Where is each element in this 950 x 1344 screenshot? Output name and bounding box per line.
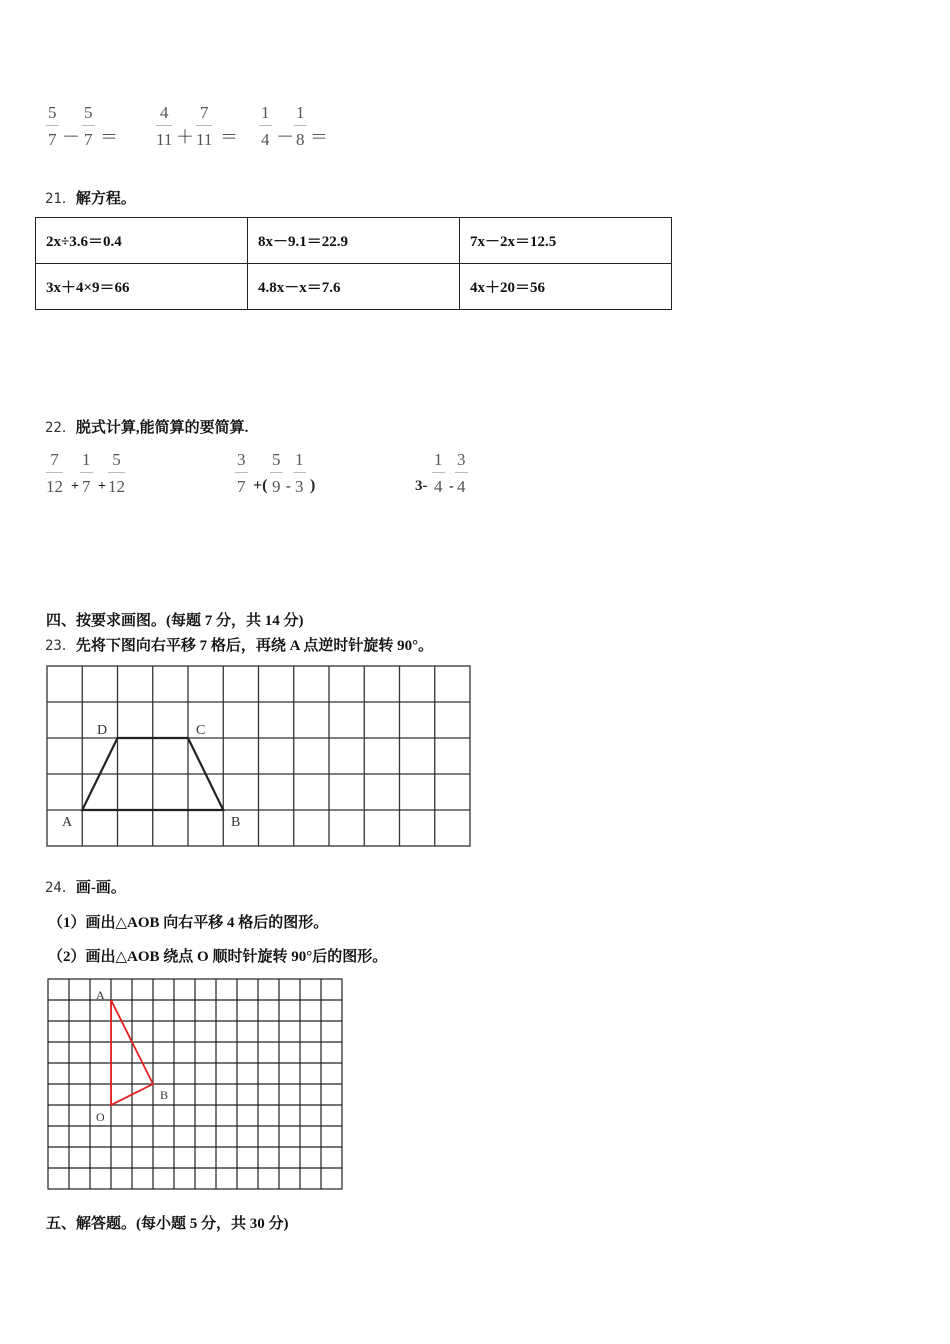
denominator: 8 [296,130,305,149]
section-4-title: 四、按要求画图。(每题 7 分，共 14 分) [46,613,304,629]
denominator: 12 [108,477,125,496]
question-title: 先将下图向右平移 7 格后，再绕 A 点逆时针旋转 90°。 [75,638,434,654]
numerator: 1 [261,103,270,122]
denominator: 12 [46,477,63,496]
plus-open-paren: +( [253,477,268,494]
minus-sign: － [62,127,80,147]
question-title: 解方程。 [75,191,136,207]
point-label-o: O [96,1110,105,1124]
numerator: 5 [272,450,281,469]
point-label-c: C [196,723,206,738]
numerator: 1 [295,450,304,469]
minus-sign: - [286,479,291,494]
point-label-b: B [160,1088,169,1102]
equals-sign: ＝ [100,127,118,147]
question-number: 21． [45,191,76,207]
denominator: 7 [48,130,57,149]
denominator: 4 [261,130,270,149]
numerator: 3 [457,450,466,469]
denominator: 4 [434,477,443,496]
denominator: 7 [82,477,91,496]
numerator: 1 [434,450,443,469]
close-paren: ) [310,477,316,494]
numerator: 7 [199,103,209,122]
plus-sign: ＋ [176,127,194,147]
numerator: 5 [84,103,93,122]
question-title: 脱式计算,能简算的要简算. [75,420,249,436]
numerator: 5 [112,450,121,469]
question-number: 23． [45,638,76,654]
denominator: 11 [196,130,213,149]
point-label-b: B [231,815,241,830]
point-label-a: A [62,815,73,830]
point-label-d: D [97,723,108,738]
point-label-a: A [96,988,105,1002]
equation-cell: 3x＋4×9＝66 [36,264,248,310]
q24-subquestion-2: （2）画出△AOB 绕点 O 顺时针旋转 90°后的图形。 [48,949,388,965]
section-5-title: 五、解答题。(每小题 5 分，共 30 分) [46,1216,289,1232]
numerator: 1 [82,450,91,469]
denominator: 4 [457,477,466,496]
denominator: 3 [295,477,304,496]
denominator: 11 [156,130,173,149]
question-number: 22． [45,420,76,436]
numerator: 7 [50,450,59,469]
numerator: 4 [159,103,169,122]
equals-sign: ＝ [310,127,328,147]
question-title: 画-画。 [75,880,126,896]
lead-term: 3- [415,478,428,494]
question-number: 24． [45,880,76,896]
minus-sign: - [449,479,454,494]
numerator: 1 [296,103,305,122]
q24-grid [48,979,342,1189]
equals-sign: ＝ [220,127,238,147]
denominator: 7 [84,130,93,149]
numerator: 3 [237,450,246,469]
equation-cell: 8x－9.1＝22.9 [248,218,460,264]
equation-cell: 4x＋20＝56 [460,264,672,310]
denominator: 9 [272,477,281,496]
denominator: 7 [237,477,246,496]
numerator: 5 [48,103,57,122]
plus-sign: + [71,479,79,494]
q24-subquestion-1: （1）画出△AOB 向右平移 4 格后的图形。 [48,915,329,931]
equation-cell: 7x－2x＝12.5 [460,218,672,264]
minus-sign: － [276,127,294,147]
equation-cell: 4.8x－x＝7.6 [248,264,460,310]
equation-cell: 2x÷3.6＝0.4 [36,218,248,264]
plus-sign: + [98,479,106,494]
